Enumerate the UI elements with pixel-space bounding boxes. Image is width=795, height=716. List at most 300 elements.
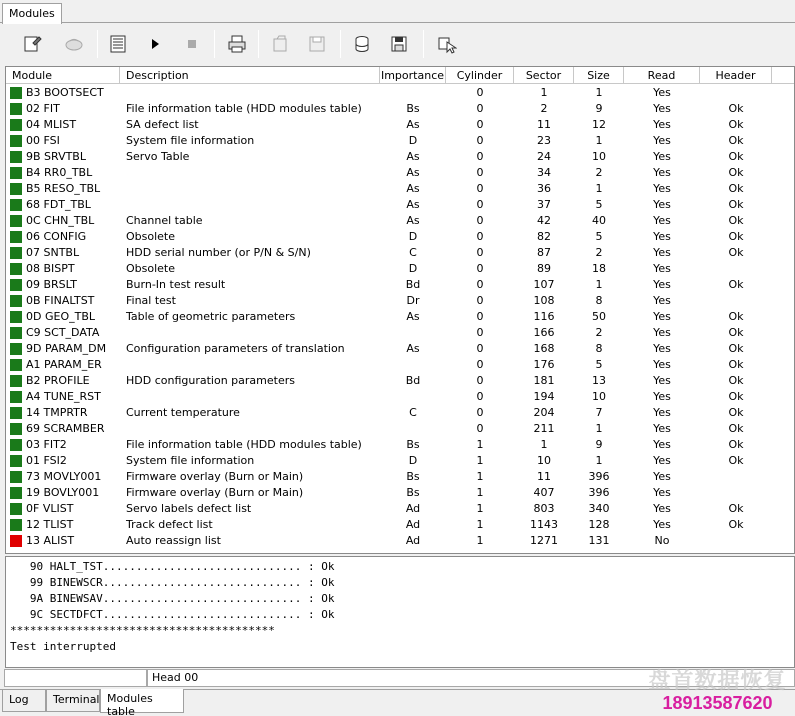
cell-description: Firmware overlay (Burn or Main) — [126, 486, 304, 499]
cell-read: Yes — [653, 102, 671, 115]
cell-header: Ok — [728, 310, 744, 323]
table-row[interactable] — [6, 421, 795, 437]
stop-button[interactable] — [178, 30, 206, 58]
cell-sector: 116 — [533, 310, 555, 323]
cell-cylinder: 0 — [476, 134, 484, 147]
disk-refresh-icon — [63, 33, 85, 55]
read-disk-icon — [269, 33, 291, 55]
col-cylinder[interactable]: Cylinder — [446, 67, 514, 84]
play-button[interactable] — [141, 30, 169, 58]
cell-size: 396 — [588, 470, 610, 483]
cell-module: 0F VLIST — [26, 502, 74, 515]
table-row[interactable] — [6, 293, 795, 309]
cell-read: Yes — [653, 518, 671, 531]
table-row[interactable] — [6, 309, 795, 325]
cell-sector: 1 — [540, 86, 548, 99]
cell-header — [700, 470, 772, 485]
cell-description: Channel table — [126, 214, 203, 227]
cell-sector: 1143 — [530, 518, 558, 531]
cell-description: HDD serial number (or P/N & S/N) — [126, 246, 311, 259]
module-status-icon — [10, 247, 22, 259]
cell-header: Ok — [728, 438, 744, 451]
cell-header: Ok — [728, 230, 744, 243]
cell-sector: 87 — [537, 246, 551, 259]
log-line: 99 BINEWSCR.............................. : Ok — [10, 576, 335, 589]
cell-header: Ok — [728, 390, 744, 403]
cell-sector: 107 — [533, 278, 555, 291]
cell-description — [126, 326, 380, 341]
cell-sector: 89 — [537, 262, 551, 275]
cell-module: 69 SCRAMBER — [26, 422, 105, 435]
cell-read: Yes — [653, 406, 671, 419]
cell-read: Yes — [653, 198, 671, 211]
toolbar-separator — [423, 30, 424, 58]
cell-sector: 407 — [533, 486, 555, 499]
cell-header: Ok — [728, 406, 744, 419]
cell-cylinder: 0 — [476, 278, 484, 291]
log-output — [5, 556, 795, 668]
printer-icon — [226, 33, 248, 55]
cell-sector: 211 — [533, 422, 555, 435]
cell-sector: 1271 — [530, 534, 558, 547]
col-importance[interactable]: Importance — [380, 69, 445, 82]
cell-read: Yes — [653, 166, 671, 179]
cell-size: 1 — [595, 86, 603, 99]
table-row[interactable] — [6, 181, 795, 197]
cell-module: 73 MOVLY001 — [26, 470, 102, 483]
cell-description: Current temperature — [126, 406, 240, 419]
cell-cylinder: 0 — [476, 166, 484, 179]
module-status-icon — [10, 423, 22, 435]
cell-sector: 10 — [537, 454, 551, 467]
cell-header: Ok — [728, 214, 744, 227]
cell-cylinder: 0 — [476, 150, 484, 163]
save-module-button[interactable] — [303, 30, 331, 58]
cell-description: File information table (HDD modules table) — [126, 438, 362, 451]
cell-cylinder: 1 — [476, 438, 484, 451]
table-row[interactable] — [6, 213, 795, 229]
cell-cylinder: 0 — [476, 326, 484, 339]
cell-sector: 24 — [537, 150, 551, 163]
cell-importance: Bs — [406, 438, 420, 451]
table-row[interactable] — [6, 373, 795, 389]
cell-importance: As — [406, 310, 420, 323]
cell-size: 9 — [595, 438, 603, 451]
log-line: 90 HALT_TST.............................. : Ok — [10, 560, 335, 573]
cell-cylinder: 1 — [476, 502, 484, 515]
col-read[interactable]: Read — [624, 67, 700, 84]
cell-sector: 1 — [540, 438, 548, 451]
cell-cylinder: 0 — [476, 422, 484, 435]
cell-read: No — [654, 534, 670, 547]
cell-module: 07 SNTBL — [26, 246, 80, 259]
cell-sector: 37 — [537, 198, 551, 211]
list-icon — [107, 33, 129, 55]
cell-size: 10 — [592, 150, 606, 163]
cell-header — [700, 486, 772, 501]
cell-size: 18 — [592, 262, 606, 275]
table-row[interactable] — [6, 501, 795, 517]
toolbar — [0, 24, 795, 64]
cell-header — [700, 86, 772, 101]
cell-read: Yes — [653, 214, 671, 227]
cell-cylinder: 0 — [476, 358, 484, 371]
cell-sector: 803 — [533, 502, 555, 515]
cell-importance: D — [408, 230, 418, 243]
table-row[interactable] — [6, 229, 795, 245]
cell-sector: 166 — [533, 326, 555, 339]
cell-importance: As — [406, 214, 420, 227]
cell-description: Servo labels defect list — [126, 502, 252, 515]
cell-size: 5 — [595, 358, 603, 371]
list-button[interactable] — [104, 30, 132, 58]
cell-cylinder: 0 — [476, 230, 484, 243]
modules-table — [5, 66, 795, 554]
cell-importance: Bs — [406, 486, 420, 499]
tab-terminal[interactable]: Terminal — [46, 690, 100, 712]
cell-description — [126, 166, 380, 181]
tab-log[interactable]: Log — [2, 690, 46, 712]
cell-module: 9D PARAM_DM — [26, 342, 107, 355]
table-row[interactable] — [6, 533, 795, 549]
cell-read: Yes — [653, 390, 671, 403]
cell-importance — [380, 86, 446, 101]
toolbar-separator — [340, 30, 341, 58]
cell-sector: 2 — [540, 102, 548, 115]
col-sector[interactable]: Sector — [514, 67, 574, 84]
database-icon — [351, 33, 373, 55]
cell-size: 2 — [595, 246, 603, 259]
col-header[interactable]: Header — [700, 67, 772, 84]
table-row[interactable] — [6, 149, 795, 165]
cell-importance: As — [406, 166, 420, 179]
cell-size: 8 — [595, 342, 603, 355]
cell-module: B4 RR0_TBL — [26, 166, 93, 179]
cell-module: 03 FIT2 — [26, 438, 67, 451]
table-row[interactable] — [6, 469, 795, 485]
cell-read: Yes — [653, 502, 671, 515]
watermark — [640, 664, 795, 714]
cell-description: HDD configuration parameters — [126, 374, 295, 387]
cell-description: System file information — [126, 134, 255, 147]
cell-description: Obsolete — [126, 262, 176, 275]
cell-sector: 181 — [533, 374, 555, 387]
table-row[interactable] — [6, 197, 795, 213]
cell-description: System file information — [126, 454, 255, 467]
table-row[interactable] — [6, 85, 795, 101]
col-filler — [772, 67, 795, 84]
cell-importance — [380, 422, 446, 437]
cell-module: 04 MLIST — [26, 118, 77, 131]
cell-importance: As — [406, 198, 420, 211]
log-line: 9A BINEWSAV.............................. : Ok — [10, 592, 335, 605]
cell-read: Yes — [653, 454, 671, 467]
cell-header: Ok — [728, 198, 744, 211]
cell-cylinder: 0 — [476, 262, 484, 275]
cell-read: Yes — [653, 326, 671, 339]
module-status-icon — [10, 535, 22, 547]
module-status-icon — [10, 359, 22, 371]
module-status-icon — [10, 279, 22, 291]
cell-importance: As — [406, 182, 420, 195]
cell-header: Ok — [728, 326, 744, 339]
cell-module: 13 ALIST — [26, 534, 75, 547]
table-row[interactable] — [6, 117, 795, 133]
cell-sector: 176 — [533, 358, 555, 371]
cell-read: Yes — [653, 374, 671, 387]
module-status-icon — [10, 327, 22, 339]
select-module-button[interactable] — [432, 30, 460, 58]
cell-description: File information table (HDD modules table) — [126, 102, 362, 115]
cell-module: 06 CONFIG — [26, 230, 87, 243]
cell-size: 12 — [592, 118, 606, 131]
cell-description: SA defect list — [126, 118, 199, 131]
table-row[interactable] — [6, 453, 795, 469]
cell-cylinder: 0 — [476, 374, 484, 387]
cell-header: Ok — [728, 342, 744, 355]
cell-module: 00 FSI — [26, 134, 60, 147]
status-panel-left — [4, 669, 147, 687]
module-status-icon — [10, 455, 22, 467]
cell-header — [700, 534, 772, 549]
cell-importance: C — [409, 246, 417, 259]
cell-importance: D — [408, 454, 418, 467]
cell-description: Final test — [126, 294, 176, 307]
cell-module: B5 RESO_TBL — [26, 182, 101, 195]
toolbar-separator — [97, 30, 98, 58]
cell-importance: Ad — [405, 502, 421, 515]
cell-module: 14 TMPRTR — [26, 406, 88, 419]
cell-read: Yes — [653, 486, 671, 499]
cell-description: Configuration parameters of translation — [126, 342, 345, 355]
cell-module: C9 SCT_DATA — [26, 326, 100, 339]
cell-cylinder: 1 — [476, 470, 484, 483]
cell-module: 0B FINALTST — [26, 294, 95, 307]
module-status-icon — [10, 167, 22, 179]
play-icon — [144, 33, 166, 55]
cell-sector: 42 — [537, 214, 551, 227]
cell-size: 128 — [588, 518, 610, 531]
module-status-icon — [10, 215, 22, 227]
cell-importance: C — [409, 406, 417, 419]
print-button[interactable] — [223, 30, 251, 58]
table-row[interactable] — [6, 357, 795, 373]
cell-header: Ok — [728, 182, 744, 195]
module-status-icon — [10, 391, 22, 403]
cell-size: 8 — [595, 294, 603, 307]
cell-cylinder: 1 — [476, 486, 484, 499]
log-line: Test interrupted — [10, 640, 116, 653]
cell-size: 131 — [588, 534, 610, 547]
module-status-icon — [10, 503, 22, 515]
col-module[interactable]: Module — [6, 67, 120, 84]
cell-header: Ok — [728, 422, 744, 435]
module-status-icon — [10, 87, 22, 99]
module-status-icon — [10, 471, 22, 483]
cell-module: B3 BOOTSECT — [26, 86, 104, 99]
cell-module: 09 BRSLT — [26, 278, 77, 291]
cell-read: Yes — [653, 470, 671, 483]
cell-size: 340 — [588, 502, 610, 515]
table-row[interactable] — [6, 437, 795, 453]
cell-size: 40 — [592, 214, 606, 227]
cell-description — [126, 182, 380, 197]
cell-size: 5 — [595, 230, 603, 243]
cell-module: 02 FIT — [26, 102, 60, 115]
cell-header: Ok — [728, 150, 744, 163]
table-row[interactable] — [6, 517, 795, 533]
log-line: 9C SECTDFCT.............................. : Ok — [10, 608, 335, 621]
cell-module: 0C CHN_TBL — [26, 214, 95, 227]
table-row[interactable] — [6, 485, 795, 501]
cell-description: Burn-In test result — [126, 278, 226, 291]
table-row[interactable] — [6, 341, 795, 357]
cell-module: 12 TLIST — [26, 518, 74, 531]
cell-cylinder: 1 — [476, 518, 484, 531]
table-row[interactable] — [6, 133, 795, 149]
cell-size: 7 — [595, 406, 603, 419]
tab-modules-table[interactable]: Modules table — [100, 689, 184, 713]
cell-description: Servo Table — [126, 150, 190, 163]
cell-read: Yes — [653, 134, 671, 147]
cell-cylinder: 0 — [476, 182, 484, 195]
top-tab-bar — [0, 0, 795, 23]
cell-importance: Bs — [406, 470, 420, 483]
cell-sector: 168 — [533, 342, 555, 355]
stop-icon — [181, 33, 203, 55]
tab-modules[interactable]: Modules — [2, 3, 62, 24]
cell-cylinder: 0 — [476, 406, 484, 419]
cell-size: 396 — [588, 486, 610, 499]
cell-read: Yes — [653, 150, 671, 163]
cell-description — [126, 86, 380, 101]
cell-module: 0D GEO_TBL — [26, 310, 95, 323]
table-row[interactable] — [6, 405, 795, 421]
cell-description: Obsolete — [126, 230, 176, 243]
cell-read: Yes — [653, 262, 671, 275]
cell-importance: Bd — [405, 278, 421, 291]
cell-cylinder: 0 — [476, 310, 484, 323]
table-row[interactable] — [6, 245, 795, 261]
cell-size: 2 — [595, 166, 603, 179]
cell-size: 50 — [592, 310, 606, 323]
module-status-icon — [10, 183, 22, 195]
watermark-phone: 18913587620 — [662, 693, 773, 713]
cell-size: 13 — [592, 374, 606, 387]
cell-module: 08 BISPT — [26, 262, 75, 275]
col-description[interactable]: Description — [120, 67, 380, 84]
cell-cylinder: 1 — [476, 534, 484, 547]
cell-size: 1 — [595, 422, 603, 435]
floppy-icon — [388, 33, 410, 55]
module-status-icon — [10, 375, 22, 387]
cell-sector: 11 — [537, 118, 551, 131]
cell-cylinder: 0 — [476, 198, 484, 211]
cell-sector: 36 — [537, 182, 551, 195]
cell-read: Yes — [653, 438, 671, 451]
cell-cylinder: 0 — [476, 214, 484, 227]
cell-header: Ok — [728, 454, 744, 467]
cell-read: Yes — [653, 86, 671, 99]
module-edit-button[interactable] — [18, 30, 46, 58]
cell-module: A4 TUNE_RST — [26, 390, 101, 403]
cell-module: 68 FDT_TBL — [26, 198, 91, 211]
refresh-button[interactable] — [60, 30, 88, 58]
cell-module: 19 BOVLY001 — [26, 486, 100, 499]
module-status-icon — [10, 487, 22, 499]
cell-description: Firmware overlay (Burn or Main) — [126, 470, 304, 483]
cell-module: A1 PARAM_ER — [26, 358, 102, 371]
cell-header: Ok — [728, 166, 744, 179]
cell-importance: Ad — [405, 518, 421, 531]
cell-header: Ok — [728, 134, 744, 147]
cell-read: Yes — [653, 342, 671, 355]
cell-description: Track defect list — [126, 518, 213, 531]
cell-cylinder: 0 — [476, 342, 484, 355]
module-status-icon — [10, 311, 22, 323]
cell-sector: 23 — [537, 134, 551, 147]
table-row[interactable] — [6, 165, 795, 181]
cell-read: Yes — [653, 294, 671, 307]
module-status-icon — [10, 519, 22, 531]
cell-read: Yes — [653, 182, 671, 195]
cell-sector: 194 — [533, 390, 555, 403]
table-row[interactable] — [6, 389, 795, 405]
cell-description: Auto reassign list — [126, 534, 221, 547]
cell-header: Ok — [728, 502, 744, 515]
cell-cylinder: 0 — [476, 102, 484, 115]
read-all-button[interactable] — [348, 30, 376, 58]
cell-header: Ok — [728, 518, 744, 531]
cell-header: Ok — [728, 278, 744, 291]
col-size[interactable]: Size — [574, 67, 624, 84]
cell-importance: Ad — [405, 534, 421, 547]
cursor-pointer-icon — [435, 33, 457, 55]
cell-size: 10 — [592, 390, 606, 403]
cell-description — [126, 390, 380, 405]
cell-cylinder: 1 — [476, 454, 484, 467]
cell-read: Yes — [653, 358, 671, 371]
cell-importance: Bs — [406, 102, 420, 115]
cell-cylinder: 0 — [476, 390, 484, 403]
cell-size: 5 — [595, 198, 603, 211]
table-row[interactable] — [6, 261, 795, 277]
cell-importance: D — [408, 262, 418, 275]
table-row[interactable] — [6, 277, 795, 293]
watermark-text: 盘首数据恢复 — [648, 669, 787, 694]
table-row[interactable] — [6, 325, 795, 341]
cell-importance — [380, 390, 446, 405]
cell-module: 9B SRVTBL — [26, 150, 86, 163]
table-row[interactable] — [6, 101, 795, 117]
cell-sector: 34 — [537, 166, 551, 179]
save-all-button[interactable] — [385, 30, 413, 58]
read-module-button[interactable] — [266, 30, 294, 58]
cell-importance: Bd — [405, 374, 421, 387]
cell-sector: 108 — [533, 294, 555, 307]
cell-importance: As — [406, 118, 420, 131]
cell-description: Table of geometric parameters — [126, 310, 296, 323]
cell-description — [126, 422, 380, 437]
cell-header: Ok — [728, 358, 744, 371]
cell-read: Yes — [653, 118, 671, 131]
cell-importance — [380, 358, 446, 373]
module-status-icon — [10, 135, 22, 147]
cell-read: Yes — [653, 310, 671, 323]
cell-header — [700, 262, 772, 277]
cell-sector: 11 — [537, 470, 551, 483]
module-status-icon — [10, 103, 22, 115]
